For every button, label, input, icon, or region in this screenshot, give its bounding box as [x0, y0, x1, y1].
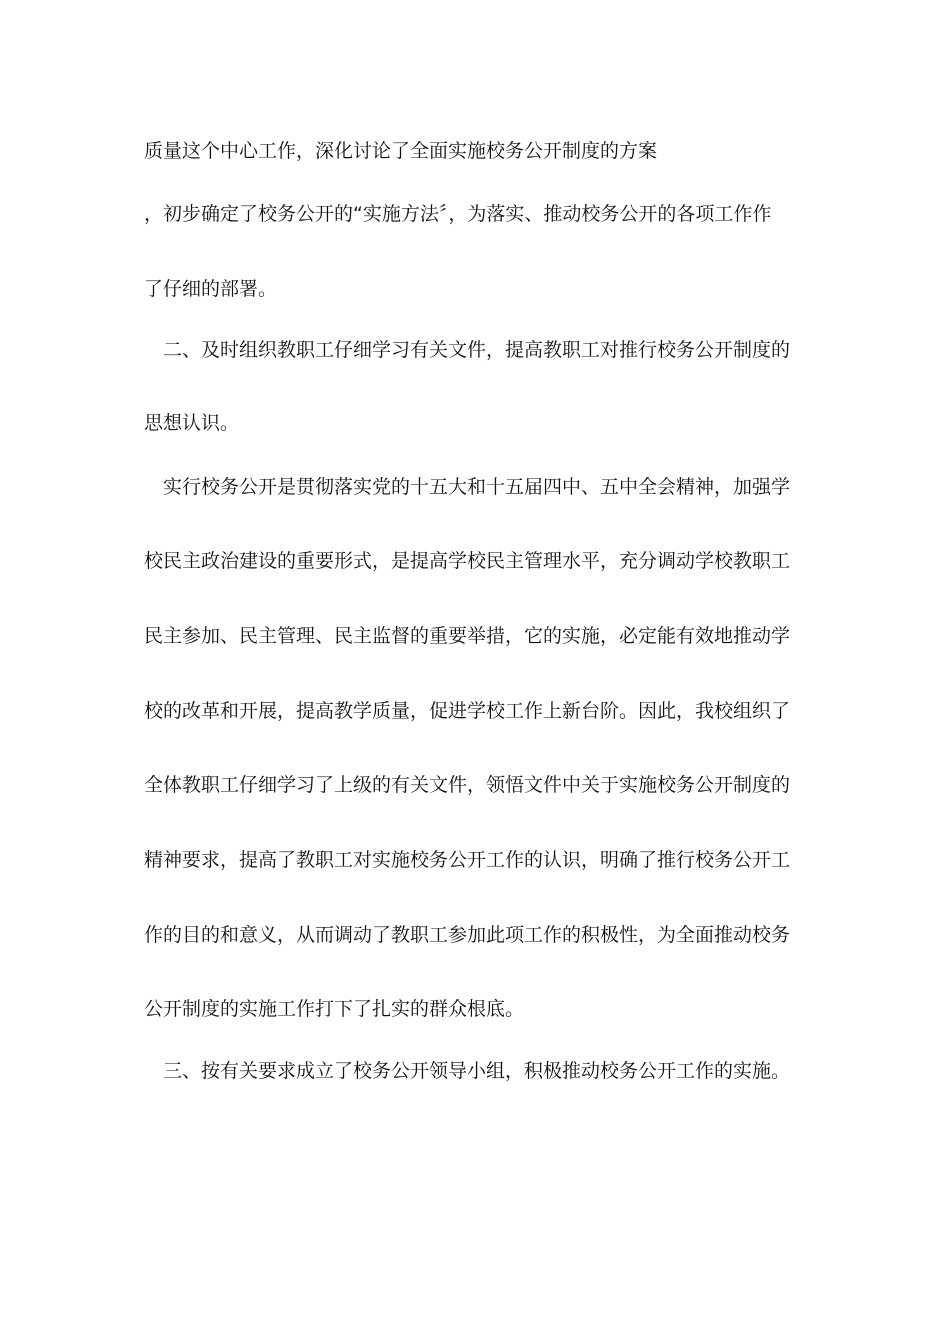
paragraph-line: ，初步确定了校务公开的“实施方法〞，为落实、推动校务公开的各项工作作 [144, 203, 772, 225]
section-heading: 三、按有关要求成立了校务公开领导小组，积极推动校务公开工作的实施。 [163, 1060, 791, 1082]
paragraph-line: 全体教职工仔细学习了上级的有关文件，领悟文件中关于实施校务公开制度的 [144, 774, 791, 796]
paragraph-line: 了仔细的部署。 [144, 278, 278, 300]
paragraph-line: 质量这个中心工作，深化讨论了全面实施校务公开制度的方案 [144, 140, 658, 162]
paragraph-line: 校民主政治建设的重要形式，是提高学校民主管理水平，充分调动学校教职工 [144, 550, 791, 572]
paragraph-line: 精神要求，提高了教职工对实施校务公开工作的认识，明确了推行校务公开工 [144, 849, 791, 871]
section-heading: 二、及时组织教职工仔细学习有关文件，提高教职工对推行校务公开制度的 [163, 339, 791, 361]
paragraph-line: 公开制度的实施工作打下了扎实的群众根底。 [144, 998, 525, 1020]
paragraph-line: 民主参加、民主管理、民主监督的重要举措，它的实施，必定能有效地推动学 [144, 625, 791, 647]
paragraph-line: 校的改革和开展，提高教学质量，促进学校工作上新台阶。因此，我校组织了 [144, 700, 791, 722]
section-heading-continuation: 思想认识。 [144, 412, 240, 434]
paragraph-line: 作的目的和意义，从而调动了教职工参加此项工作的积极性，为全面推动校务 [144, 924, 791, 946]
paragraph-line: 实行校务公开是贯彻落实党的十五大和十五届四中、五中全会精神，加强学 [163, 476, 791, 498]
